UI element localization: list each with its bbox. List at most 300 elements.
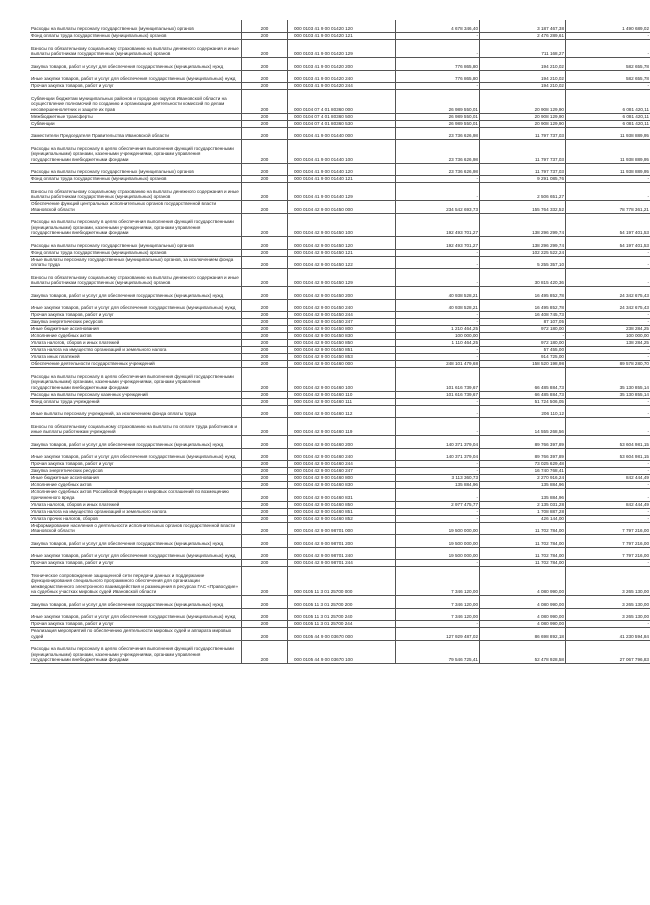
row-classification-code: 000 0104 42 9 00 01450 100 bbox=[288, 213, 396, 237]
row-unexecuted-amount: 3 265 130,00 bbox=[566, 567, 650, 596]
row-approved-amount: - bbox=[396, 83, 480, 90]
row-approved-amount: 3 113 360,73 bbox=[396, 475, 480, 482]
row-executed-amount: 972 180,00 bbox=[480, 340, 566, 347]
row-unexecuted-amount: - bbox=[566, 319, 650, 326]
row-unexecuted-amount: 138 284,25 bbox=[566, 340, 650, 347]
row-name: Субвенции bbox=[30, 120, 242, 127]
row-executed-amount: 914 725,00 bbox=[480, 354, 566, 361]
row-code: 200 bbox=[242, 256, 288, 269]
row-approved-amount: 26 989 550,01 bbox=[396, 113, 480, 120]
row-executed-amount: 16 740 768,41 bbox=[480, 468, 566, 475]
row-unexecuted-amount: - bbox=[566, 347, 650, 354]
row-executed-amount: 11 797 737,03 bbox=[480, 127, 566, 140]
row-code: 200 bbox=[242, 20, 288, 33]
row-code: 200 bbox=[242, 448, 288, 461]
row-code: 200 bbox=[242, 333, 288, 340]
row-name: Иные бюджетные ассигнования bbox=[30, 475, 242, 482]
row-executed-amount: 11 702 784,00 bbox=[480, 522, 566, 535]
table-row bbox=[30, 398, 650, 405]
row-approved-amount: 23 736 626,98 bbox=[396, 140, 480, 164]
row-code: 200 bbox=[242, 299, 288, 312]
row-name: Заместители Председателя Правительства Ивановской области bbox=[30, 127, 242, 140]
row-classification-code: 000 0104 42 9 00 01450 800 bbox=[288, 326, 396, 333]
row-approved-amount: - bbox=[396, 508, 480, 515]
row-unexecuted-amount: - bbox=[566, 354, 650, 361]
table-row bbox=[30, 333, 650, 340]
row-name: Расходы на выплаты персоналу казенных учреждений bbox=[30, 391, 242, 398]
row-code: 200 bbox=[242, 628, 288, 641]
row-classification-code: 000 0103 41 9 00 01420 121 bbox=[288, 33, 396, 40]
row-approved-amount: 248 101 479,68 bbox=[396, 361, 480, 368]
row-unexecuted-amount: 1 490 689,02 bbox=[566, 20, 650, 33]
table-row bbox=[30, 140, 650, 164]
row-executed-amount: 2 135 031,28 bbox=[480, 501, 566, 508]
row-code: 200 bbox=[242, 58, 288, 71]
table-row bbox=[30, 461, 650, 468]
row-classification-code: 000 0104 42 9 00 01450 120 bbox=[288, 237, 396, 250]
row-unexecuted-amount: - bbox=[566, 515, 650, 522]
row-approved-amount: 40 938 528,21 bbox=[396, 299, 480, 312]
row-executed-amount: 89 766 397,89 bbox=[480, 448, 566, 461]
row-approved-amount: - bbox=[396, 249, 480, 256]
row-name: Субвенции бюджетам муниципальных районов и городских округов Ивановской области на осуществление полномочий по созданию и организации деятельности комиссий по делам несовершеннолетних и защите их прав bbox=[30, 90, 242, 114]
row-approved-amount: 101 616 739,67 bbox=[396, 391, 480, 398]
table-row bbox=[30, 448, 650, 461]
row-code: 200 bbox=[242, 608, 288, 621]
row-name: Закупка энергетических ресурсов bbox=[30, 468, 242, 475]
row-executed-amount: 11 797 737,03 bbox=[480, 140, 566, 164]
row-unexecuted-amount: 7 797 216,00 bbox=[566, 547, 650, 560]
row-approved-amount: 23 736 626,98 bbox=[396, 127, 480, 140]
table-row bbox=[30, 405, 650, 418]
row-executed-amount: 194 210,02 bbox=[480, 58, 566, 71]
row-code: 200 bbox=[242, 489, 288, 502]
row-name: Прочая закупка товаров, работ и услуг bbox=[30, 560, 242, 567]
row-executed-amount: 20 908 129,90 bbox=[480, 90, 566, 114]
row-executed-amount: 16 495 852,78 bbox=[480, 287, 566, 300]
row-approved-amount: - bbox=[396, 319, 480, 326]
row-executed-amount: 11 702 784,00 bbox=[480, 547, 566, 560]
row-classification-code: 000 0104 42 9 00 01460 119 bbox=[288, 418, 396, 436]
row-classification-code: 000 0103 41 9 00 01420 129 bbox=[288, 40, 396, 58]
row-name: Уплата налога на имущество организаций и земельного налога bbox=[30, 508, 242, 515]
row-executed-amount: 158 520 198,98 bbox=[480, 361, 566, 368]
row-unexecuted-amount: - bbox=[566, 183, 650, 201]
row-approved-amount: - bbox=[396, 312, 480, 319]
row-executed-amount: 66 485 884,73 bbox=[480, 391, 566, 398]
row-code: 200 bbox=[242, 368, 288, 392]
row-classification-code: 000 0104 41 9 00 01440 120 bbox=[288, 163, 396, 176]
row-approved-amount: - bbox=[396, 468, 480, 475]
row-code: 200 bbox=[242, 183, 288, 201]
row-name: Закупка товаров, работ и услуг для обеспечения государственных (муниципальных) нужд bbox=[30, 596, 242, 609]
row-classification-code: 000 0104 42 9 00 01450 850 bbox=[288, 340, 396, 347]
row-classification-code: 000 0104 42 9 00 01460 831 bbox=[288, 489, 396, 502]
row-classification-code: 000 0105 44 9 00 03670 000 bbox=[288, 628, 396, 641]
row-code: 200 bbox=[242, 163, 288, 176]
row-classification-code: 000 0104 42 9 00 98701 244 bbox=[288, 560, 396, 567]
row-classification-code: 000 0103 41 9 00 01420 240 bbox=[288, 70, 396, 83]
row-approved-amount: - bbox=[396, 33, 480, 40]
table-row bbox=[30, 361, 650, 368]
row-name: Расходы на выплаты персоналу в целях обеспечения выполнения функций государственными (муниципальными) органами, казенными учреждениями, органами управления государственными внебюджетными фондами bbox=[30, 140, 242, 164]
row-classification-code: 000 0104 42 9 00 01450 200 bbox=[288, 287, 396, 300]
table-row bbox=[30, 269, 650, 287]
row-code: 200 bbox=[242, 640, 288, 664]
table-row bbox=[30, 535, 650, 548]
row-executed-amount: 138 296 299,74 bbox=[480, 213, 566, 237]
budget-report-sheet bbox=[30, 20, 649, 664]
row-unexecuted-amount: - bbox=[566, 33, 650, 40]
row-unexecuted-amount: 842 444,49 bbox=[566, 501, 650, 508]
row-name: Закупка товаров, работ и услуг для обеспечения государственных (муниципальных) нужд bbox=[30, 436, 242, 449]
row-unexecuted-amount: 6 081 420,11 bbox=[566, 90, 650, 114]
row-executed-amount: 9 291 085,76 bbox=[480, 176, 566, 183]
row-classification-code: 000 0104 42 9 00 01450 853 bbox=[288, 354, 396, 361]
row-code: 200 bbox=[242, 398, 288, 405]
row-executed-amount: 194 210,02 bbox=[480, 70, 566, 83]
row-name: Расходы на выплаты персоналу в целях обеспечения выполнения функций государственными (муниципальными) органами, казенными учреждениями, органами управления государственными внебюджетными фондами bbox=[30, 640, 242, 664]
row-executed-amount: 30 815 420,36 bbox=[480, 269, 566, 287]
row-code: 200 bbox=[242, 515, 288, 522]
row-name: Исполнение судебных актов bbox=[30, 482, 242, 489]
table-row bbox=[30, 340, 650, 347]
row-unexecuted-amount: 7 797 216,00 bbox=[566, 522, 650, 535]
row-approved-amount: 7 346 120,00 bbox=[396, 608, 480, 621]
row-approved-amount: 192 493 701,27 bbox=[396, 237, 480, 250]
row-executed-amount: 11 702 784,00 bbox=[480, 535, 566, 548]
row-approved-amount: - bbox=[396, 269, 480, 287]
row-code: 200 bbox=[242, 560, 288, 567]
row-code: 200 bbox=[242, 418, 288, 436]
table-row bbox=[30, 249, 650, 256]
table-row bbox=[30, 40, 650, 58]
row-unexecuted-amount: 11 938 889,95 bbox=[566, 140, 650, 164]
row-approved-amount: 127 929 487,02 bbox=[396, 628, 480, 641]
row-classification-code: 000 0104 42 9 00 01460 852 bbox=[288, 515, 396, 522]
table-row bbox=[30, 482, 650, 489]
row-classification-code: 000 0104 41 9 00 01440 100 bbox=[288, 140, 396, 164]
row-executed-amount: 194 210,02 bbox=[480, 83, 566, 90]
row-unexecuted-amount: - bbox=[566, 560, 650, 567]
row-code: 200 bbox=[242, 354, 288, 361]
table-row bbox=[30, 256, 650, 269]
row-approved-amount: 23 736 626,98 bbox=[396, 163, 480, 176]
row-approved-amount: 1 210 464,25 bbox=[396, 326, 480, 333]
row-unexecuted-amount: 7 797 216,00 bbox=[566, 535, 650, 548]
row-executed-amount: 89 766 397,89 bbox=[480, 436, 566, 449]
row-code: 200 bbox=[242, 482, 288, 489]
table-row bbox=[30, 299, 650, 312]
row-classification-code: 000 0104 42 9 00 01450 240 bbox=[288, 299, 396, 312]
row-name: Закупка энергетических ресурсов bbox=[30, 319, 242, 326]
row-classification-code: 000 0104 42 9 00 01460 110 bbox=[288, 391, 396, 398]
row-code: 200 bbox=[242, 340, 288, 347]
row-executed-amount: 16 495 852,78 bbox=[480, 299, 566, 312]
row-unexecuted-amount: 238 284,25 bbox=[566, 326, 650, 333]
row-classification-code: 000 0104 07 4 01 80360 000 bbox=[288, 90, 396, 114]
row-code: 200 bbox=[242, 567, 288, 596]
row-approved-amount: 26 989 550,01 bbox=[396, 120, 480, 127]
row-executed-amount: 426 144,00 bbox=[480, 515, 566, 522]
table-row bbox=[30, 326, 650, 333]
row-executed-amount: 86 698 892,18 bbox=[480, 628, 566, 641]
table-row bbox=[30, 475, 650, 482]
row-executed-amount: 135 884,96 bbox=[480, 482, 566, 489]
row-name: Реализация мероприятий по обеспечению деятельности мировых судей и аппарата мировых судей bbox=[30, 628, 242, 641]
row-classification-code: 000 0104 42 9 00 01460 850 bbox=[288, 501, 396, 508]
row-executed-amount: 20 908 129,90 bbox=[480, 113, 566, 120]
row-unexecuted-amount: - bbox=[566, 468, 650, 475]
row-approved-amount: 140 371 379,04 bbox=[396, 436, 480, 449]
row-classification-code: 000 0104 42 9 00 98701 240 bbox=[288, 547, 396, 560]
row-executed-amount: 711 168,27 bbox=[480, 40, 566, 58]
row-unexecuted-amount: 582 655,78 bbox=[566, 58, 650, 71]
table-row bbox=[30, 20, 650, 33]
row-code: 200 bbox=[242, 326, 288, 333]
table-row bbox=[30, 501, 650, 508]
table-row bbox=[30, 83, 650, 90]
row-executed-amount: 972 180,00 bbox=[480, 326, 566, 333]
row-code: 200 bbox=[242, 319, 288, 326]
table-row bbox=[30, 489, 650, 502]
row-name: Прочая закупка товаров, работ и услуг bbox=[30, 83, 242, 90]
row-name: Иные закупки товаров, работ и услуг для обеспечения государственных (муниципальных) нужд bbox=[30, 448, 242, 461]
row-unexecuted-amount: - bbox=[566, 405, 650, 418]
row-unexecuted-amount: 842 444,49 bbox=[566, 475, 650, 482]
row-classification-code: 000 0104 42 9 00 01460 851 bbox=[288, 508, 396, 515]
row-approved-amount: - bbox=[396, 176, 480, 183]
row-classification-code: 000 0105 11 3 01 25700 000 bbox=[288, 567, 396, 596]
row-unexecuted-amount: 78 778 361,21 bbox=[566, 201, 650, 214]
table-row bbox=[30, 213, 650, 237]
row-name: Иные выплаты персоналу государственных (муниципальных) органов, за исключением фонда оплаты труда bbox=[30, 256, 242, 269]
row-name: Фонд оплаты труда государственных (муниципальных) органов bbox=[30, 176, 242, 183]
row-unexecuted-amount: - bbox=[566, 461, 650, 468]
row-unexecuted-amount: - bbox=[566, 312, 650, 319]
row-code: 200 bbox=[242, 361, 288, 368]
table-row bbox=[30, 508, 650, 515]
row-approved-amount: 776 865,80 bbox=[396, 58, 480, 71]
row-name: Прочая закупка товаров, работ и услуг bbox=[30, 461, 242, 468]
row-unexecuted-amount: - bbox=[566, 176, 650, 183]
row-code: 200 bbox=[242, 237, 288, 250]
row-unexecuted-amount: 41 230 594,84 bbox=[566, 628, 650, 641]
row-approved-amount: 19 500 000,00 bbox=[396, 547, 480, 560]
table-row bbox=[30, 319, 650, 326]
row-classification-code: 000 0104 42 9 00 01460 240 bbox=[288, 448, 396, 461]
row-approved-amount: - bbox=[396, 461, 480, 468]
row-classification-code: 000 0104 42 9 00 01460 247 bbox=[288, 468, 396, 475]
row-unexecuted-amount: 6 081 420,11 bbox=[566, 120, 650, 127]
row-approved-amount: 234 542 693,73 bbox=[396, 201, 480, 214]
row-approved-amount: 19 500 000,00 bbox=[396, 522, 480, 535]
table-row bbox=[30, 163, 650, 176]
table-row bbox=[30, 596, 650, 609]
table-row bbox=[30, 608, 650, 621]
row-approved-amount: - bbox=[396, 515, 480, 522]
row-classification-code: 000 0104 42 9 00 01460 112 bbox=[288, 405, 396, 418]
row-classification-code: 000 0104 42 9 00 01460 244 bbox=[288, 461, 396, 468]
row-name: Расходы на выплаты персоналу в целях обеспечения выполнения функций государственными (муниципальными) органами, казенными учреждениями, органами управления государственными внебюджетными фондами bbox=[30, 213, 242, 237]
row-code: 200 bbox=[242, 213, 288, 237]
row-executed-amount: 20 908 129,90 bbox=[480, 120, 566, 127]
row-executed-amount: 2 476 289,61 bbox=[480, 33, 566, 40]
row-code: 200 bbox=[242, 468, 288, 475]
row-approved-amount: - bbox=[396, 398, 480, 405]
row-classification-code: 000 0104 42 9 00 01450 830 bbox=[288, 333, 396, 340]
row-unexecuted-amount: 24 342 675,43 bbox=[566, 299, 650, 312]
row-name: Взносы по обязательному социальному страхованию на выплаты денежного содержания и иные выплаты работникам государственных (муниципальных) органов bbox=[30, 183, 242, 201]
row-executed-amount: 14 555 268,56 bbox=[480, 418, 566, 436]
row-approved-amount: 101 616 739,67 bbox=[396, 368, 480, 392]
row-name: Расходы на выплаты персоналу в целях обеспечения выполнения функций государственными (муниципальными) органами, казенными учреждениями, органами управления государственными внебюджетными фондами bbox=[30, 368, 242, 392]
table-row bbox=[30, 418, 650, 436]
row-name: Уплата иных платежей bbox=[30, 354, 242, 361]
table-row bbox=[30, 33, 650, 40]
row-executed-amount: 3 187 467,38 bbox=[480, 20, 566, 33]
table-row bbox=[30, 237, 650, 250]
row-executed-amount: 5 255 357,10 bbox=[480, 256, 566, 269]
table-row bbox=[30, 347, 650, 354]
row-executed-amount: 102 225 522,24 bbox=[480, 249, 566, 256]
row-approved-amount: - bbox=[396, 489, 480, 502]
row-code: 200 bbox=[242, 596, 288, 609]
row-name: Техническое сопровождение защищенной сети передачи данных и поддержание функционирования специального программного обеспечения для организации межведомственного электронного взаимодействия и размещения в ресурсах ГАС «Правосудие» на судебных участках мировых судей Ивановской области bbox=[30, 567, 242, 596]
row-classification-code: 000 0104 42 9 00 98701 000 bbox=[288, 522, 396, 535]
row-unexecuted-amount: 53 604 981,15 bbox=[566, 436, 650, 449]
row-name: Иные выплаты персоналу учреждений, за исключением фонда оплаты труда bbox=[30, 405, 242, 418]
row-approved-amount: 100 000,00 bbox=[396, 333, 480, 340]
row-classification-code: 000 0104 42 9 00 01450 122 bbox=[288, 256, 396, 269]
row-classification-code: 000 0104 42 9 00 01460 111 bbox=[288, 398, 396, 405]
row-code: 200 bbox=[242, 405, 288, 418]
row-classification-code: 000 0104 42 9 00 01460 830 bbox=[288, 482, 396, 489]
row-unexecuted-amount: 35 130 855,14 bbox=[566, 391, 650, 398]
row-classification-code: 000 0104 07 4 01 80360 500 bbox=[288, 113, 396, 120]
row-code: 200 bbox=[242, 70, 288, 83]
row-name: Уплата налогов, сборов и иных платежей bbox=[30, 501, 242, 508]
row-unexecuted-amount: 6 081 420,11 bbox=[566, 113, 650, 120]
row-name: Закупка товаров, работ и услуг для обеспечения государственных (муниципальных) нужд bbox=[30, 58, 242, 71]
row-approved-amount: - bbox=[396, 256, 480, 269]
table-body bbox=[30, 20, 650, 664]
row-executed-amount: 51 724 506,05 bbox=[480, 398, 566, 405]
row-executed-amount: 4 080 990,00 bbox=[480, 608, 566, 621]
row-unexecuted-amount: 3 265 130,00 bbox=[566, 608, 650, 621]
row-executed-amount: 2 506 651,27 bbox=[480, 183, 566, 201]
table-row bbox=[30, 621, 650, 628]
row-name: Исполнение судебных актов Российской Федерации и мировых соглашений по возмещению причиненного вреда bbox=[30, 489, 242, 502]
row-approved-amount: 7 346 120,00 bbox=[396, 596, 480, 609]
row-executed-amount: 73 025 629,48 bbox=[480, 461, 566, 468]
row-classification-code: 000 0104 41 9 00 01440 121 bbox=[288, 176, 396, 183]
row-approved-amount: 1 110 464,25 bbox=[396, 340, 480, 347]
row-name: Расходы на выплаты персоналу государственных (муниципальных) органов bbox=[30, 163, 242, 176]
table-row bbox=[30, 120, 650, 127]
row-code: 200 bbox=[242, 201, 288, 214]
row-unexecuted-amount: 24 342 675,43 bbox=[566, 287, 650, 300]
row-code: 200 bbox=[242, 287, 288, 300]
row-name: Взносы по обязательному социальному страхованию на выплаты денежного содержания и иные выплаты работникам государственных (муниципальных) органов bbox=[30, 269, 242, 287]
row-unexecuted-amount: 53 604 981,15 bbox=[566, 448, 650, 461]
row-approved-amount: - bbox=[396, 183, 480, 201]
row-approved-amount: 19 500 000,00 bbox=[396, 535, 480, 548]
row-code: 200 bbox=[242, 391, 288, 398]
row-classification-code: 000 0104 07 4 01 80360 530 bbox=[288, 120, 396, 127]
row-code: 200 bbox=[242, 547, 288, 560]
row-name: Уплата прочих налогов, сборов bbox=[30, 515, 242, 522]
table-row bbox=[30, 391, 650, 398]
row-executed-amount: 4 080 990,00 bbox=[480, 567, 566, 596]
row-classification-code: 000 0104 42 9 00 01460 800 bbox=[288, 475, 396, 482]
row-name: Межбюджетные трансферты bbox=[30, 113, 242, 120]
row-executed-amount: 66 485 884,73 bbox=[480, 368, 566, 392]
row-classification-code: 000 0103 41 9 00 01420 120 bbox=[288, 20, 396, 33]
row-name: Взносы по обязательному социальному страхованию на выплаты денежного содержания и иные выплаты работникам государственных (муниципальных) органов bbox=[30, 40, 242, 58]
row-unexecuted-amount: - bbox=[566, 249, 650, 256]
row-approved-amount: - bbox=[396, 354, 480, 361]
row-name: Закупка товаров, работ и услуг для обеспечения государственных (муниципальных) нужд bbox=[30, 535, 242, 548]
row-code: 200 bbox=[242, 522, 288, 535]
row-code: 200 bbox=[242, 508, 288, 515]
row-executed-amount: 4 080 990,00 bbox=[480, 621, 566, 628]
row-name: Уплата налога на имущество организаций и земельного налога bbox=[30, 347, 242, 354]
row-code: 200 bbox=[242, 120, 288, 127]
table-row bbox=[30, 640, 650, 664]
row-approved-amount: 192 493 701,27 bbox=[396, 213, 480, 237]
table-row bbox=[30, 113, 650, 120]
table-row bbox=[30, 368, 650, 392]
row-name: Прочая закупка товаров, работ и услуг bbox=[30, 621, 242, 628]
row-unexecuted-amount: - bbox=[566, 40, 650, 58]
row-code: 200 bbox=[242, 127, 288, 140]
row-name: Иные бюджетные ассигнования bbox=[30, 326, 242, 333]
row-unexecuted-amount: 54 197 401,53 bbox=[566, 213, 650, 237]
row-unexecuted-amount: 582 655,78 bbox=[566, 70, 650, 83]
row-name: Фонд оплаты труда государственных (муниципальных) органов bbox=[30, 249, 242, 256]
row-code: 200 bbox=[242, 90, 288, 114]
row-name: Фонд оплаты труда учреждений bbox=[30, 398, 242, 405]
row-name: Иные закупки товаров, работ и услуг для обеспечения государственных (муниципальных) нужд bbox=[30, 547, 242, 560]
row-executed-amount: 206 110,12 bbox=[480, 405, 566, 418]
row-classification-code: 000 0104 42 9 00 01460 200 bbox=[288, 436, 396, 449]
row-executed-amount: - bbox=[480, 333, 566, 340]
row-approved-amount: 140 371 379,04 bbox=[396, 448, 480, 461]
row-classification-code: 000 0104 42 9 00 98701 200 bbox=[288, 535, 396, 548]
table-row bbox=[30, 547, 650, 560]
row-classification-code: 000 0104 42 9 00 01450 129 bbox=[288, 269, 396, 287]
row-unexecuted-amount: 100 000,00 bbox=[566, 333, 650, 340]
row-executed-amount: 1 708 887,28 bbox=[480, 508, 566, 515]
row-code: 200 bbox=[242, 621, 288, 628]
row-approved-amount: - bbox=[396, 560, 480, 567]
row-name: Прочая закупка товаров, работ и услуг bbox=[30, 312, 242, 319]
row-classification-code: 000 0105 11 3 01 25700 244 bbox=[288, 621, 396, 628]
row-code: 200 bbox=[242, 347, 288, 354]
table-row bbox=[30, 90, 650, 114]
row-approved-amount: 40 938 528,21 bbox=[396, 287, 480, 300]
row-classification-code: 000 0105 44 9 00 03670 100 bbox=[288, 640, 396, 664]
row-executed-amount: 4 080 990,00 bbox=[480, 596, 566, 609]
row-classification-code: 000 0104 42 9 00 01460 000 bbox=[288, 361, 396, 368]
row-code: 200 bbox=[242, 140, 288, 164]
row-approved-amount: 776 865,80 bbox=[396, 70, 480, 83]
row-name: Взносы по обязательному социальному страхованию на выплаты по оплате труда работников и иные выплаты работникам учреждений bbox=[30, 418, 242, 436]
row-name: Фонд оплаты труда государственных (муниципальных) органов bbox=[30, 33, 242, 40]
row-name: Уплата налогов, сборов и иных платежей bbox=[30, 340, 242, 347]
row-unexecuted-amount: 11 938 889,95 bbox=[566, 127, 650, 140]
